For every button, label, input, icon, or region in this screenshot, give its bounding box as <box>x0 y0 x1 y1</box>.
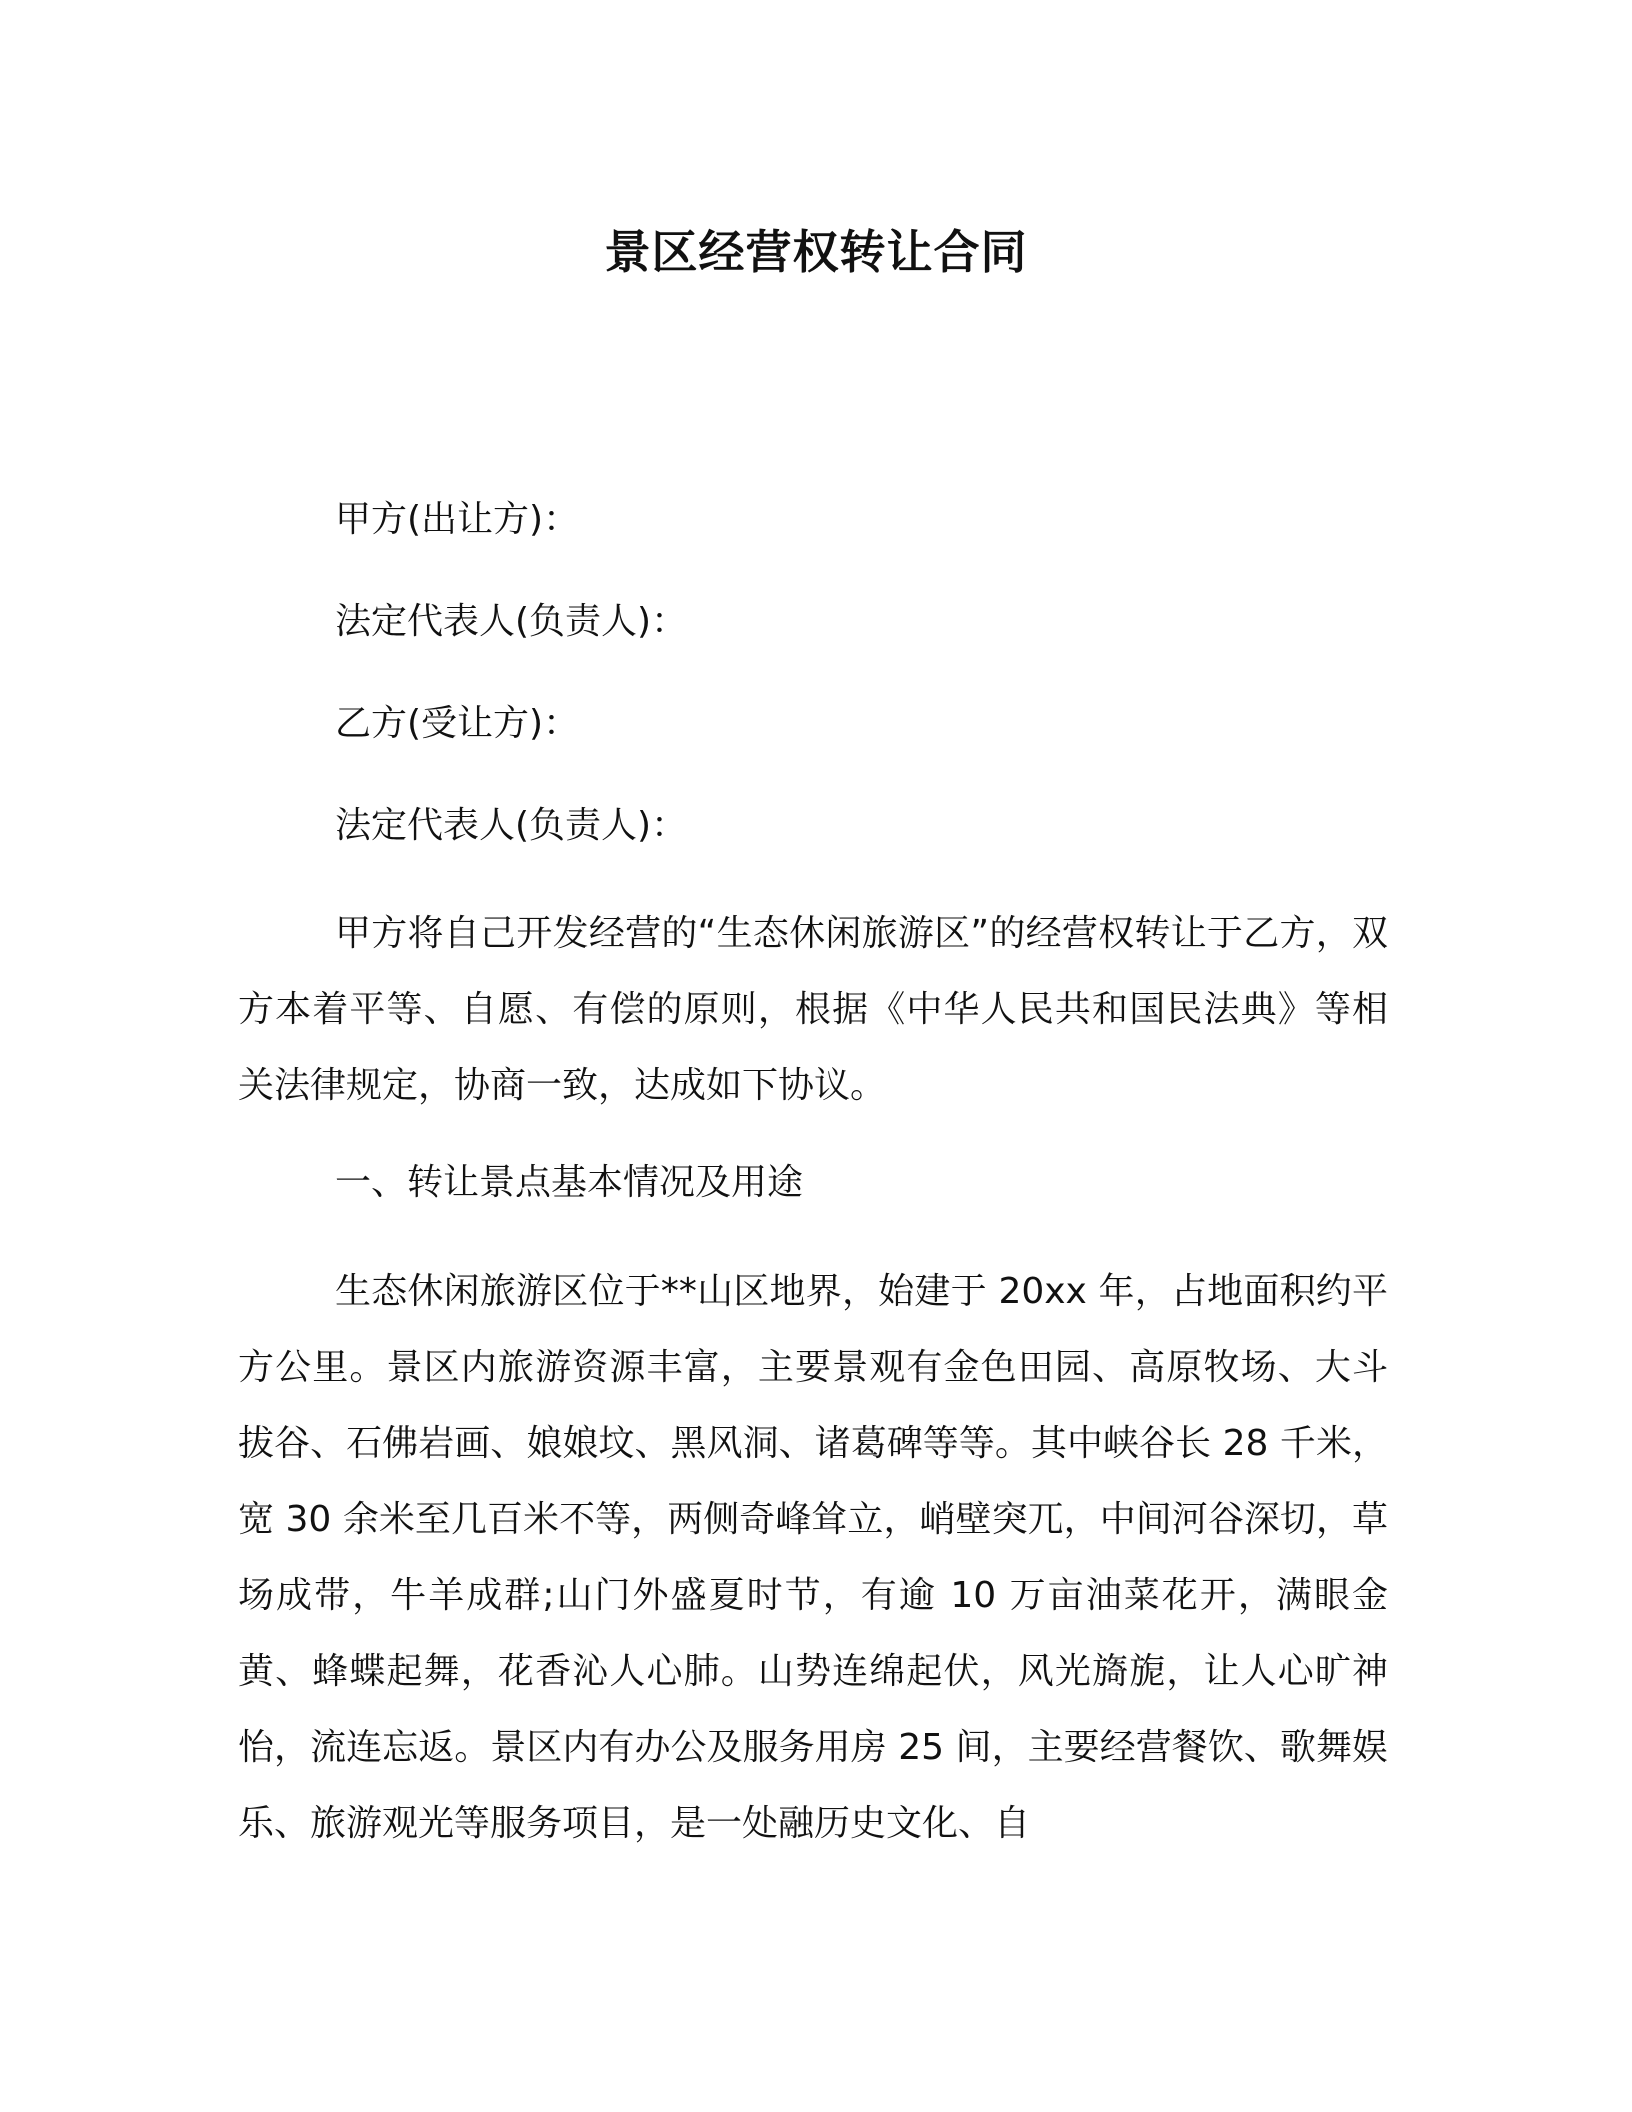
party-a-representative-field: 法定代表人(负责人)： <box>335 601 688 642</box>
party-b-representative-field: 法定代表人(负责人)： <box>335 805 688 846</box>
intro-paragraph: 甲方将自己开发经营的“生态休闲旅游区”的经营权转让于乙方，双方本着平等、自愿、有偿的原则，根据《中华人民共和国民法典》等相关法律规定，协商一致，达成如下协议。 <box>238 913 1388 1106</box>
party-b-field: 乙方(受让方)： <box>335 703 580 744</box>
section-1-heading: 一、转让景点基本情况及用途 <box>335 1162 804 1203</box>
document-title: 景区经营权转让合同 <box>604 225 1028 279</box>
section-1-body: 生态休闲旅游区位于**山区地界，始建于 20xx 年，占地面积约平方公里。景区内旅游资源丰富，主要景观有金色田园、高原牧场、大斗拔谷、石佛岩画、娘娘坟、黑风洞、诸葛碑等等。其中峡谷长 28 千米，宽 30 余米至几百米不等，两侧奇峰耸立，峭壁突兀，中间河谷深切，草场成带，牛羊成群;山门外盛夏时节，有逾 10 万亩油菜花开，满眼金黄、蜂蝶起舞，花香沁人心肺。山势连绵起伏，风光旖旎，让人心旷神怡，流连忘返。景区内有办公及服务用房 25 间，主要经营餐饮、歌舞娱乐、旅游观光等服务项目，是一处融历史文化、自 <box>238 1271 1388 1844</box>
party-a-field: 甲方(出让方)： <box>335 499 580 540</box>
